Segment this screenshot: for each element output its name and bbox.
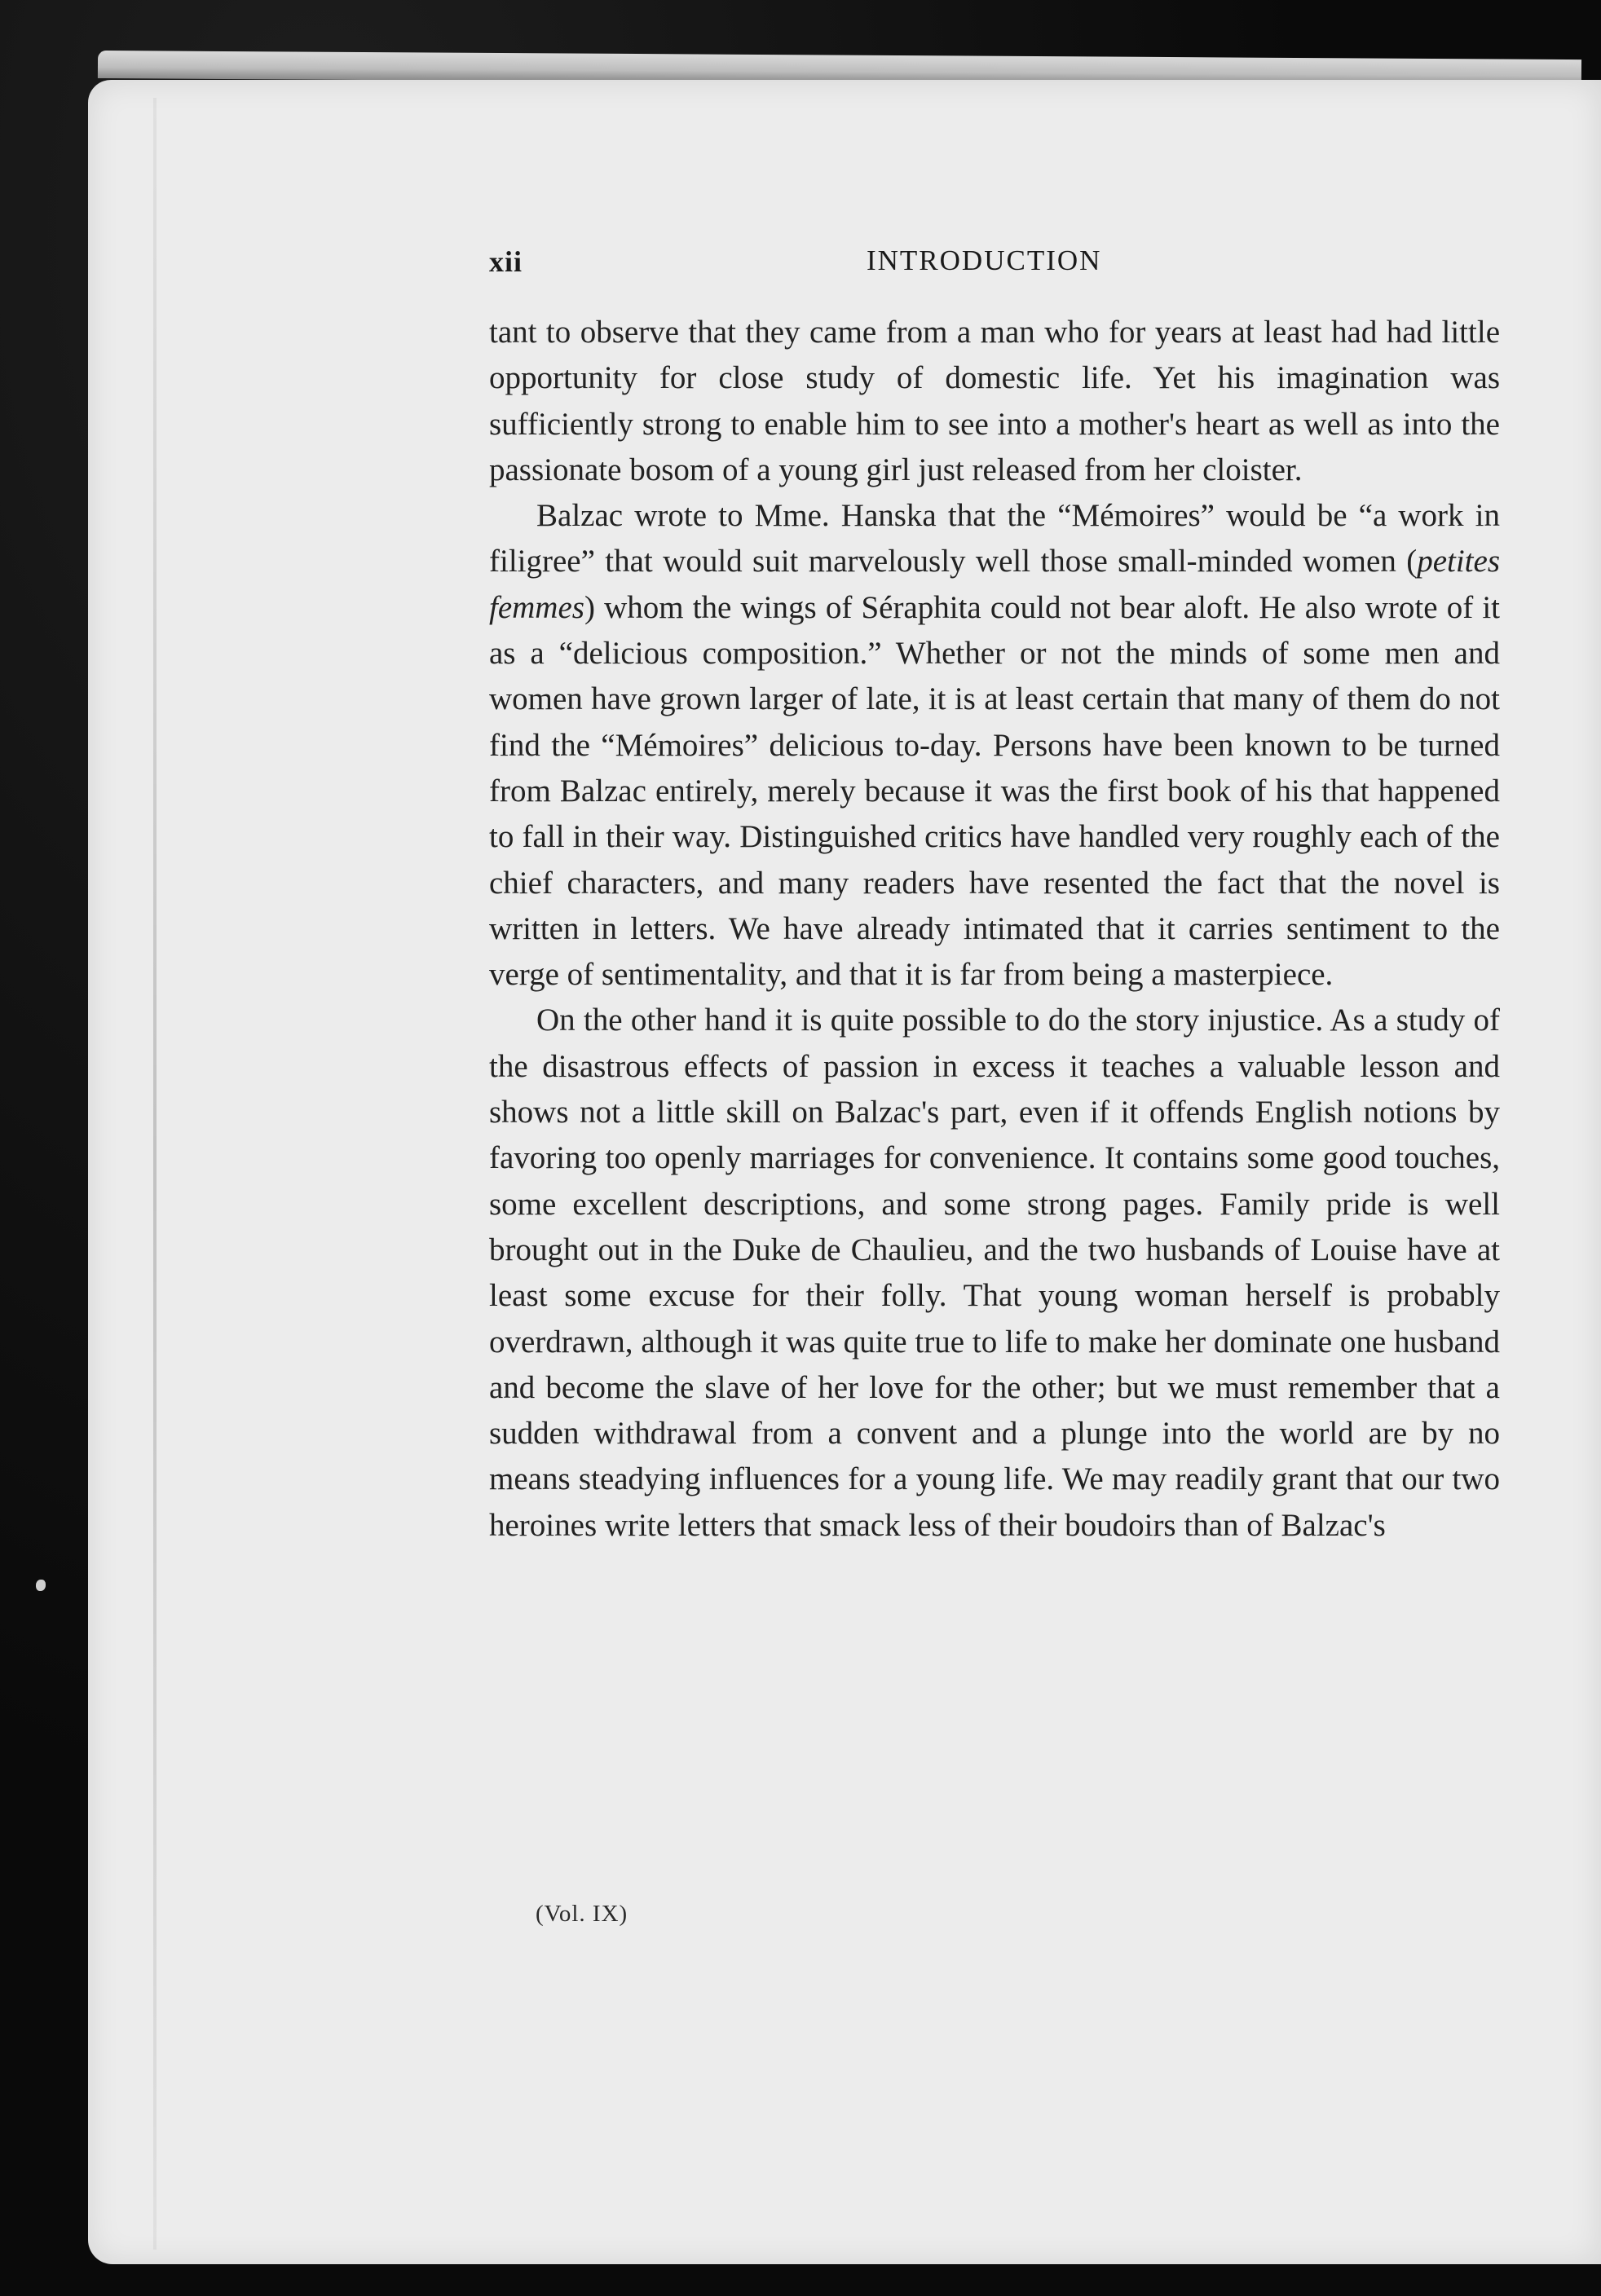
page-number: xii <box>489 245 523 278</box>
paragraph-1: tant to observe that they came from a man who for years at least had had little opportunity for close study of domestic life. Yet his imagination was sufficiently strong to enable him to see into a mother's heart as well as into the passionate bosom of a young girl just released from her cloister. <box>489 315 1500 487</box>
signature-mark: (Vol. IX) <box>536 1901 628 1927</box>
scan-speck <box>36 1580 46 1591</box>
italic-phrase: petites femmes <box>489 544 1500 625</box>
running-title: INTRODUCTION <box>867 245 1102 276</box>
body-text <box>489 310 1500 1549</box>
paragraph-3: On the other hand it is quite possible to do the story injustice. As a study of the disastrous effects of passion in excess it teaches a valuable lesson and shows not a little skill on Balzac's part, even if it offends English notions by favoring too openly marriages for convenience. It contains some good touches, some excellent descriptions, and some strong pages. Family pride is well brought out in the Duke de Chaulieu, and the two husbands of Louise have at least some excuse for their folly. That young woman herself is probably overdrawn, although it was quite true to life to make her dominate one husband and become the slave of her love for the other; but we must remember that a sudden withdrawal from a convent and a plunge into the world are by no means steadying influences for a young life. We may readily grant that our two heroines write letters that smack less of their boudoirs than of Balzac's <box>489 1003 1500 1543</box>
paragraph-2 <box>489 493 1500 998</box>
running-header <box>489 245 1500 285</box>
paragraph-2-part-1: Balzac wrote to Mme. Hanska that the “Mémoires” would be “a work in filigree” that would suit marvelously well those small-minded women ( <box>489 498 1500 580</box>
page-gutter-shadow <box>153 98 157 2250</box>
paragraph-2-part-2: ) whom the wings of Séraphita could not bear aloft. He also wrote of it as a “delicious composition.” Whether or not the minds of some men and women have grown larger of late, it is at least certain that many of them do not find the “Mémoires” delicious to-day. Persons have been known to be turned from Balzac entirely, merely because it was the first book of his that happened to fall in their way. Distinguished critics have handled very roughly each of the chief characters, and many readers have resented the fact that the novel is written in letters. We have already intimated that it carries sentiment to the verge of sentimentality, and that it is far from being a masterpiece. <box>489 589 1500 993</box>
